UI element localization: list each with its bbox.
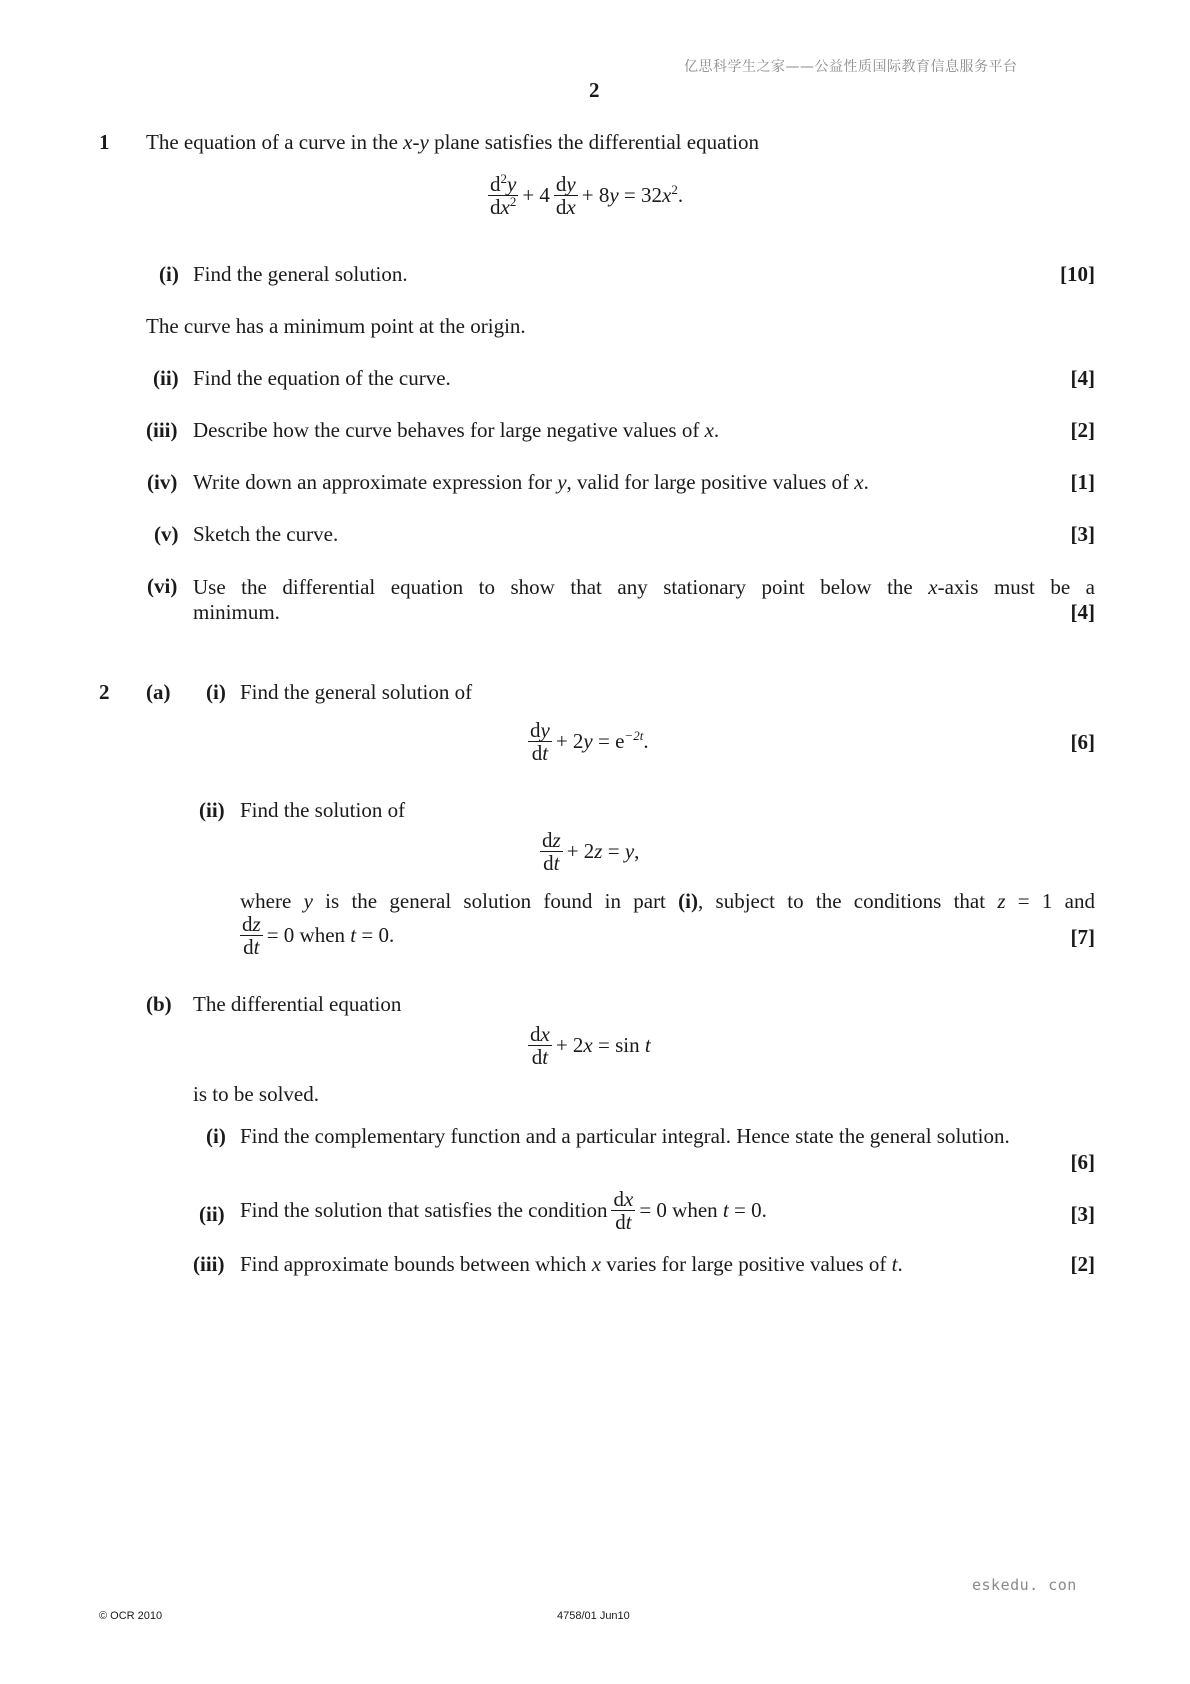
q1-part-iv-label: (iv) bbox=[147, 470, 178, 494]
d2y-dx2-fraction: $\frac{d^2y}{dx^2}$ bbox=[490, 171, 517, 220]
question-1-equation: $\frac{d^2y}{dx^2}$ + 4 $\frac{dy}{dx}$ + $8y = 32x^2$. bbox=[490, 171, 684, 220]
q1-part-iii-label: (iii) bbox=[146, 418, 178, 442]
q2-b-ii-text: Find the solution that satisfies the condition $\frac{dx}{dt}$ = 0 when t = 0. bbox=[240, 1187, 767, 1235]
question-2-number: 2 bbox=[99, 680, 110, 704]
q1-part-vi-line1: Use the differential equation to show that any stationary point below the x-axis must be a bbox=[193, 575, 1095, 599]
q2-a-ii-condition-line2: $\frac{dz}{dt}$ = 0 when t = 0. bbox=[242, 912, 395, 960]
watermark-text: 亿思科学生之家——公益性质国际教育信息服务平台 bbox=[684, 59, 1018, 75]
dy-dt-fraction: $\frac{dy}{dt}$ bbox=[530, 718, 550, 766]
q2-b-iii-text: Find approximate bounds between which x varies for large positive values of t. bbox=[240, 1252, 903, 1276]
q1-part-i-text: Find the general solution. bbox=[193, 262, 408, 286]
q2-b-ii-label: (ii) bbox=[199, 1202, 225, 1226]
q1-part-vi-label: (vi) bbox=[147, 574, 178, 598]
q2-a-ii-marks: [7] bbox=[1070, 925, 1095, 949]
q1-part-vi-line2: minimum. bbox=[193, 600, 280, 624]
q2-b-i-label: (i) bbox=[206, 1124, 226, 1148]
footer-copyright: © OCR 2010 bbox=[99, 1610, 163, 1622]
q1-part-iv-text: Write down an approximate expression for y, valid for large positive values of x. bbox=[193, 470, 869, 494]
q1-part-ii-text: Find the equation of the curve. bbox=[193, 366, 451, 390]
q2-b-after: is to be solved. bbox=[193, 1082, 319, 1106]
q1-part-v-marks: [3] bbox=[1070, 522, 1095, 546]
q1-part-i-marks: [10] bbox=[1060, 262, 1095, 286]
dz-dt-fraction: $\frac{dz}{dt}$ bbox=[542, 828, 561, 876]
question-1-intro: The equation of a curve in the x-y plane satisfies the differential equation bbox=[146, 130, 760, 154]
q1-part-i-label: (i) bbox=[159, 262, 179, 286]
page-number: 2 bbox=[589, 78, 600, 102]
dz-dt-fraction-condition: $\frac{dz}{dt}$ bbox=[242, 912, 261, 960]
q2-b-equation: $\frac{dx}{dt}$ + 2x = sin t bbox=[530, 1022, 651, 1070]
q2-b-i-marks: [6] bbox=[1070, 1150, 1095, 1174]
q2-a-i-marks: [6] bbox=[1070, 730, 1095, 754]
q1-part-v-text: Sketch the curve. bbox=[193, 522, 339, 546]
dy-dx-fraction: $\frac{dy}{dx}$ bbox=[555, 172, 576, 220]
dx-dt-fraction-condition: $\frac{dx}{dt}$ bbox=[613, 1187, 634, 1235]
site-watermark: eskedu. con bbox=[972, 1576, 1077, 1594]
q2-b-iii-marks: [2] bbox=[1070, 1252, 1095, 1276]
dx-dt-fraction: $\frac{dx}{dt}$ bbox=[530, 1022, 550, 1070]
q2-b-i-text: Find the complementary function and a particular integral. Hence state the general solution. bbox=[240, 1124, 1010, 1148]
q2-a-ii-text: Find the solution of bbox=[240, 798, 406, 822]
footer-paper-code: 4758/01 Jun10 bbox=[557, 1610, 630, 1622]
q2-a-ii-condition-line1: where y is the general solution found in part (i), subject to the conditions that z = 1 and bbox=[240, 889, 1095, 913]
q2-a-i-text: Find the general solution of bbox=[240, 680, 473, 704]
q1-stem: The curve has a minimum point at the origin. bbox=[146, 314, 526, 338]
q1-part-iv-marks: [1] bbox=[1070, 470, 1095, 494]
q2-b-text: The differential equation bbox=[193, 992, 402, 1016]
q1-part-vi-marks: [4] bbox=[1070, 600, 1095, 624]
q1-part-iii-marks: [2] bbox=[1070, 418, 1095, 442]
q1-part-v-label: (v) bbox=[154, 522, 179, 546]
q2-a-ii-label: (ii) bbox=[199, 798, 225, 822]
q2-part-b-label: (b) bbox=[146, 992, 172, 1016]
q2-a-i-label: (i) bbox=[206, 680, 226, 704]
q2-b-iii-label: (iii) bbox=[193, 1252, 225, 1276]
q1-part-ii-marks: [4] bbox=[1070, 366, 1095, 390]
q2-a-i-equation: $\frac{dy}{dt}$ + $2y = e^{-2t}$. bbox=[530, 718, 649, 766]
q2-a-ii-equation: $\frac{dz}{dt}$ + 2z = y, bbox=[542, 828, 640, 876]
q1-part-ii-label: (ii) bbox=[153, 366, 179, 390]
question-1-number: 1 bbox=[99, 130, 110, 154]
q2-b-ii-marks: [3] bbox=[1070, 1202, 1095, 1226]
q2-part-a-label: (a) bbox=[146, 680, 171, 704]
q1-part-iii-text: Describe how the curve behaves for large negative values of x. bbox=[193, 418, 720, 442]
